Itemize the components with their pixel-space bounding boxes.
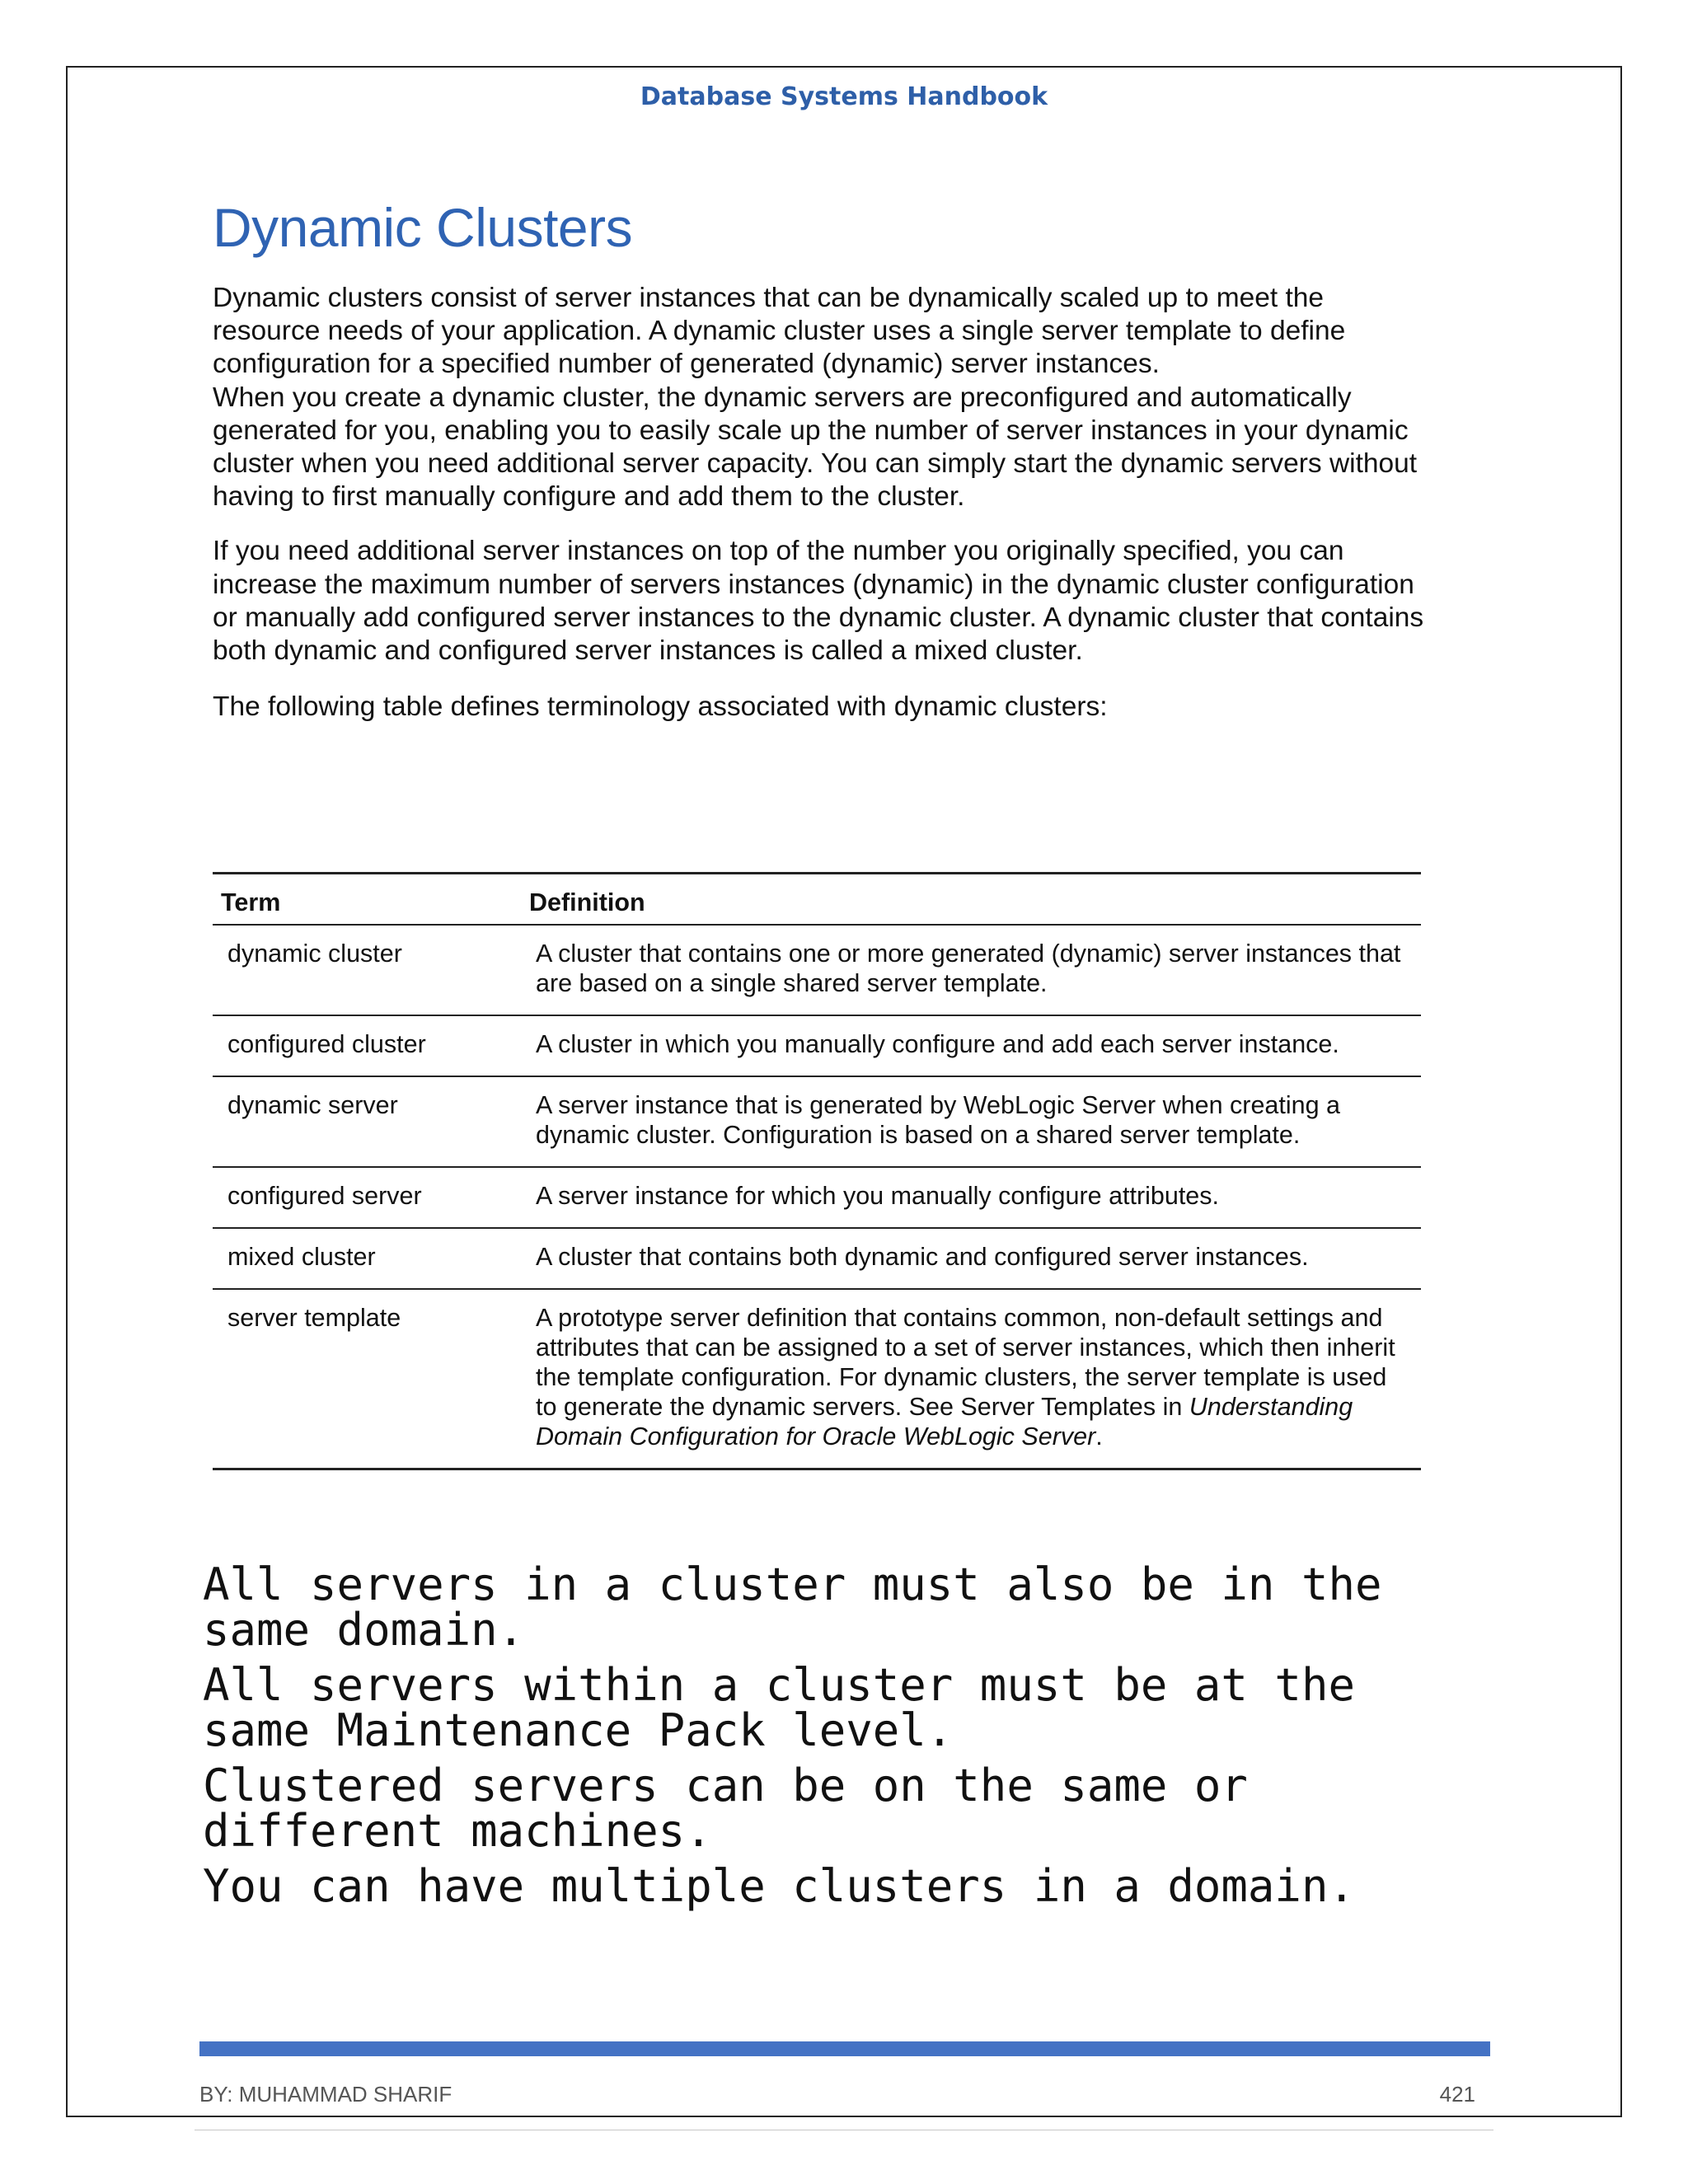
term-cell: mixed cluster bbox=[213, 1228, 521, 1289]
book-title-reference: Understanding Domain Configuration for Oracle WebLogic Server bbox=[536, 1393, 1353, 1451]
table-header-row bbox=[213, 874, 1421, 926]
cluster-rules-notes bbox=[203, 1558, 1489, 1919]
main-content bbox=[213, 196, 1424, 724]
column-header-definition: Definition bbox=[521, 874, 1421, 926]
footer-accent-bar bbox=[199, 2041, 1490, 2056]
table-row bbox=[213, 925, 1421, 1015]
definition-text-end: . bbox=[1095, 1422, 1103, 1451]
paragraph-create: When you create a dynamic cluster, the dynamic servers are preconfigured and automatically generated for you, enabling you to easily scale up the number of server instances in your dynamic cluster when you need additional server capacity. You can simply start the dynamic servers without having to first manually configure and add them to the cluster. bbox=[213, 382, 1418, 513]
table-row bbox=[213, 1167, 1421, 1228]
paragraph-mixed: If you need additional server instances on top of the number you originally specified, you can increase the maximum number of servers instances (dynamic) in the dynamic cluster configuration or manually add configured server instances to the dynamic cluster. A dynamic cluster that contains both dynamic and configured server instances is called a mixed cluster. bbox=[213, 536, 1424, 667]
paragraph-table-intro: The following table defines terminology associated with dynamic clusters: bbox=[213, 691, 1108, 723]
definition-cell: A server instance for which you manually configure attributes. bbox=[521, 1167, 1421, 1228]
page-number: 421 bbox=[1439, 2082, 1475, 2107]
table-row bbox=[213, 1228, 1421, 1289]
definition-cell: A cluster in which you manually configure and add each server instance. bbox=[521, 1015, 1421, 1076]
running-header: Database Systems Handbook bbox=[640, 82, 1048, 111]
footer-author: BY: MUHAMMAD SHARIF bbox=[199, 2082, 452, 2107]
paragraph-intro: Dynamic clusters consist of server instances that can be dynamically scaled up to meet the resource needs of your application. A dynamic cluster uses a single server template to define configuration for a specified number of generated (dynamic) server instances. bbox=[213, 283, 1346, 380]
table-row bbox=[213, 1076, 1421, 1167]
term-cell: dynamic cluster bbox=[213, 925, 521, 1015]
note-item: All servers within a cluster must be at the same Maintenance Pack level. bbox=[203, 1659, 1355, 1756]
definition-cell bbox=[521, 1289, 1421, 1469]
note-item: Clustered servers can be on the same or different machines. bbox=[203, 1760, 1248, 1857]
definition-cell: A server instance that is generated by WebLogic Server when creating a dynamic cluster. Configuration is based on a shared server template. bbox=[521, 1076, 1421, 1167]
column-header-term: Term bbox=[213, 874, 521, 926]
definition-cell: A cluster that contains one or more generated (dynamic) server instances that are based on a single shared server template. bbox=[521, 925, 1421, 1015]
terminology-table bbox=[213, 872, 1421, 1470]
section-title: Dynamic Clusters bbox=[213, 197, 633, 258]
definition-text: A prototype server definition that contains common, non-default settings and attributes that can be assigned to a set of server instances, which then inherit the template configuration. For dynamic clusters, the server template is used to generate the dynamic servers. See Server Templates in bbox=[536, 1304, 1395, 1421]
term-cell: configured server bbox=[213, 1167, 521, 1228]
table-row bbox=[213, 1289, 1421, 1469]
table-row bbox=[213, 1015, 1421, 1076]
term-cell: server template bbox=[213, 1289, 521, 1469]
definition-cell: A cluster that contains both dynamic and configured server instances. bbox=[521, 1228, 1421, 1289]
note-item: All servers in a cluster must also be in the same domain. bbox=[203, 1558, 1382, 1656]
note-item: You can have multiple clusters in a domain. bbox=[203, 1860, 1355, 1912]
term-cell: dynamic server bbox=[213, 1076, 521, 1167]
term-cell: configured cluster bbox=[213, 1015, 521, 1076]
